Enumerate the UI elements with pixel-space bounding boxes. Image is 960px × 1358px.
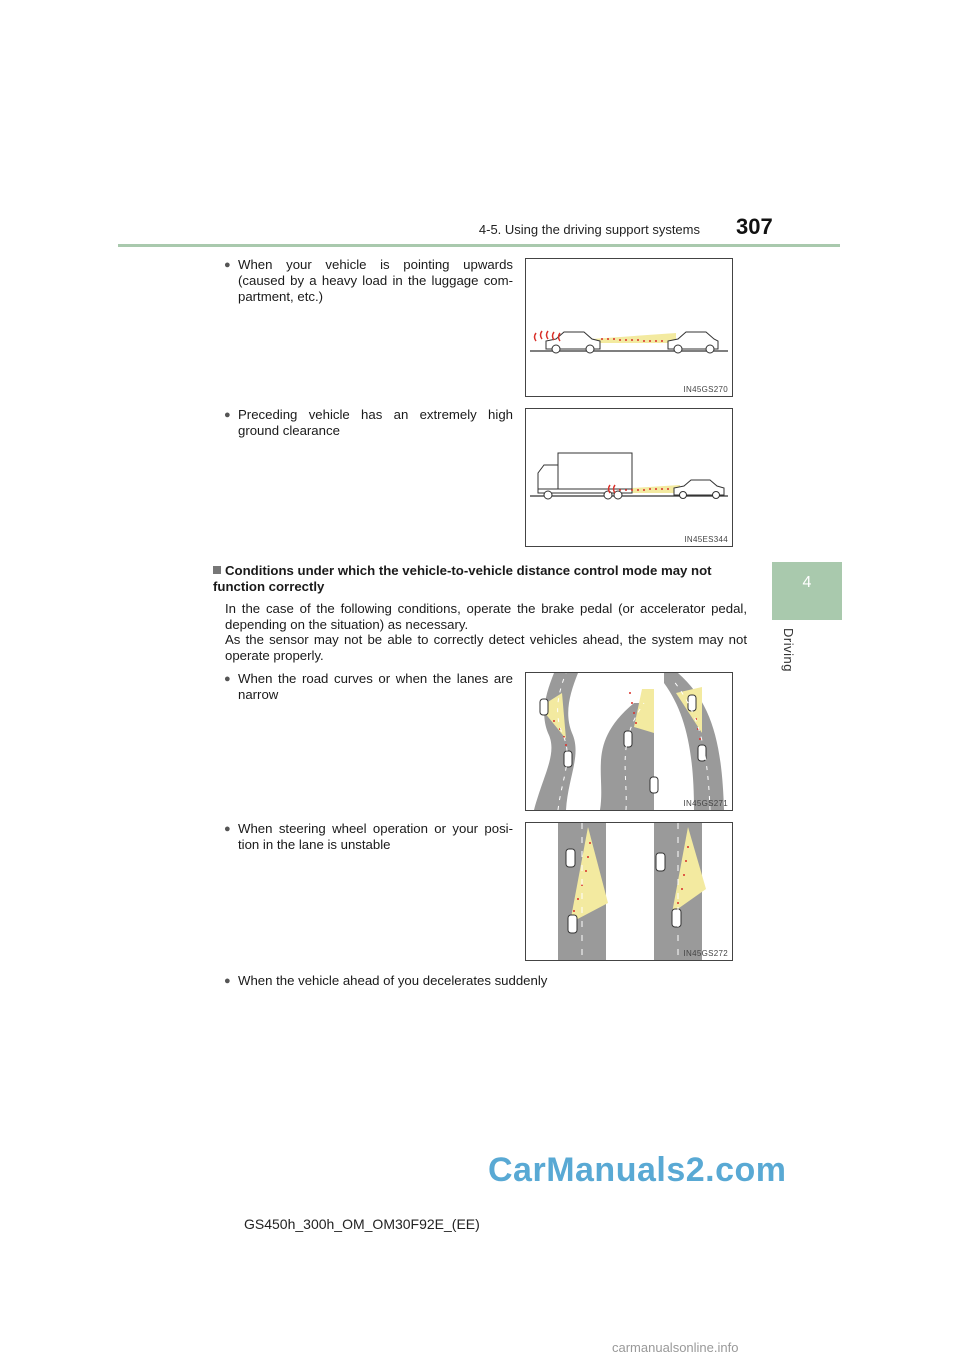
watermark-secondary: carmanualsonline.info (612, 1340, 739, 1355)
figure-4-illustration (526, 823, 732, 960)
section-square-icon (213, 566, 221, 574)
bullet-dot-icon: ● (224, 823, 231, 835)
section-heading: Conditions under which the vehicle-to-vehicle distance control mode may not function correctly (213, 563, 712, 594)
section-paragraph-1: In the case of the following conditions, operate the brake pedal (or accelerator pedal, depending on the situation) as necessary. (225, 601, 747, 632)
figure-1-id: IN45GS270 (683, 385, 728, 394)
truck-icon (538, 453, 632, 499)
chapter-tab-number: 4 (802, 574, 812, 591)
car-top-icon (656, 853, 665, 871)
car-top-icon (566, 849, 575, 867)
figure-2-illustration (526, 409, 732, 546)
figure-road-curves (525, 672, 733, 811)
header-rule (118, 244, 840, 247)
figure-pointing-upwards (525, 258, 733, 397)
bullet-dot-icon: ● (224, 975, 231, 987)
section-paragraph-2: As the sensor may not be able to correctly detect vehicles ahead, the system may not operate properly. (225, 632, 747, 663)
car-top-icon (688, 695, 696, 711)
bullet-item-decelerates: ● When the vehicle ahead of you decelerates suddenly (224, 973, 548, 988)
car-top-icon (698, 745, 706, 761)
chapter-tab-label: Driving (781, 628, 796, 672)
car-top-icon (540, 699, 548, 715)
bullet-item-steering-unstable: ● When steering wheel operation or your posi-tion in the lane is unstable (224, 821, 513, 852)
figure-steering-unstable (525, 822, 733, 961)
car-icon (546, 332, 600, 353)
page-number: 307 (736, 214, 773, 239)
figure-3-illustration (526, 673, 732, 810)
car-top-icon (650, 777, 658, 793)
section-header-title: 4-5. Using the driving support systems (478, 222, 700, 237)
figure-high-clearance (525, 408, 733, 547)
watermark-logo: CarManuals2.com (488, 1151, 787, 1189)
figure-4-id: IN45GS272 (683, 949, 728, 958)
figure-2-id: IN45ES344 (684, 535, 728, 544)
bullet-dot-icon: ● (224, 409, 231, 421)
car-top-icon (568, 915, 577, 933)
figure-1-illustration (526, 259, 732, 396)
bullet-item-high-clearance: ● Preceding vehicle has an extremely high ground clearance (224, 407, 513, 438)
figure-3-id: IN45GS271 (683, 799, 728, 808)
footer-manual-code: GS450h_300h_OM_OM30F92E_(EE) (244, 1216, 480, 1232)
car-top-icon (672, 909, 681, 927)
bullet-item-road-curves: ● When the road curves or when the lanes are narrow (224, 671, 513, 702)
bullet-item-pointing-upwards: ● When your vehicle is pointing upwards (caused by a heavy load in the luggage com-partment, etc.) (224, 257, 513, 304)
bullet-dot-icon: ● (224, 259, 231, 271)
car-top-icon (564, 751, 572, 767)
bullet-dot-icon: ● (224, 673, 231, 685)
